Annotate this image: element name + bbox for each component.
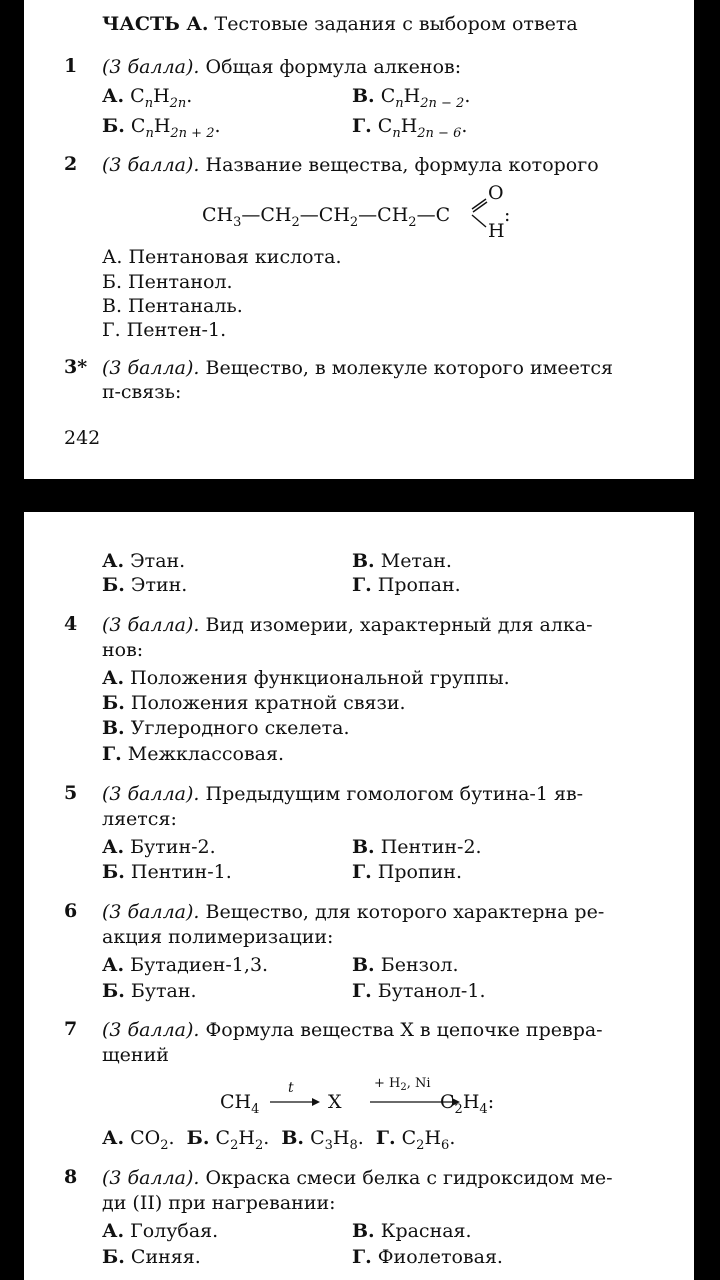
condition-t: t (288, 1080, 294, 1096)
dot: . (464, 85, 471, 107)
subscript: 2 (291, 215, 300, 230)
dot: . (461, 115, 468, 137)
dot: . (449, 1127, 456, 1149)
question-text-cont: щений (102, 1044, 169, 1066)
formula-c: C (130, 85, 145, 107)
subscript: 3 (233, 215, 242, 230)
option-letter: А. (102, 550, 125, 572)
question-text (102, 782, 583, 806)
option-text: CO (130, 1127, 161, 1149)
option-letter: Б. (102, 115, 125, 137)
question-body: Вид изомерии, характерный для алка- (205, 614, 593, 636)
formula-c: C (377, 115, 393, 137)
reaction-chain (220, 1090, 260, 1117)
option-text: H (332, 1127, 350, 1149)
question-body: Вещество, для которого характерна ре- (205, 901, 605, 923)
answer-option (102, 742, 284, 766)
answer-option (102, 84, 193, 111)
answer-option: В. Пентаналь. (102, 295, 243, 317)
option-text: Бензол. (380, 954, 459, 976)
formula-h: H (153, 115, 171, 137)
subscript: 2 (400, 1082, 407, 1093)
option-letter: В. (352, 1220, 375, 1242)
answer-option (102, 716, 350, 740)
answer-option (352, 953, 459, 977)
bond: — (358, 204, 378, 226)
question-text (102, 900, 604, 924)
points: (3 балла). (102, 56, 200, 78)
question-number: 8 (64, 1166, 78, 1188)
bond: — (416, 204, 436, 226)
option-text: Метан. (380, 550, 452, 572)
option-text: H (238, 1127, 255, 1149)
option-letter: А. (102, 1127, 125, 1149)
question-text (102, 55, 461, 79)
points: (3 балла). (102, 783, 200, 805)
option-letter: В. (102, 717, 125, 739)
answer-option (352, 573, 461, 597)
answer-option: Б. Пентанол. (102, 271, 233, 293)
option-letter: Г. (352, 574, 372, 596)
bond: — (299, 204, 319, 226)
ch: CH (202, 204, 234, 226)
bond: — (241, 204, 261, 226)
subscript: 8 (349, 1138, 358, 1153)
option-letter: Б. (102, 980, 125, 1002)
structural-formula (202, 203, 451, 230)
option-letter: Б. (102, 861, 125, 883)
question-number: 7 (64, 1018, 78, 1040)
option-letter: В. (352, 85, 375, 107)
subscript: 2 (454, 1102, 463, 1117)
page-242 (24, 0, 694, 479)
subscript: 2n (169, 96, 187, 111)
option-letter: Г. (352, 115, 372, 137)
option-text: Красная. (380, 1220, 472, 1242)
subscript: 2n − 2 (420, 96, 465, 111)
points: (3 балла). (102, 154, 200, 176)
option-letter: А. (102, 667, 125, 689)
dot: . (186, 85, 193, 107)
question-body: Общая формула алкенов: (205, 56, 462, 78)
dot: . (168, 1127, 175, 1149)
subscript: 3 (324, 1138, 333, 1153)
answer-option (102, 573, 187, 597)
page-number: 242 (64, 427, 101, 449)
option-letter: Б. (102, 1246, 125, 1268)
option-text: Межклассовая. (127, 743, 285, 765)
question-text-cont: акция полимеризации: (102, 926, 334, 948)
question-body: Окраска смеси белка с гидроксидом ме- (205, 1167, 613, 1189)
answer-option (102, 691, 406, 715)
subscript: 2n − 6 (417, 126, 462, 141)
subscript: n (144, 96, 154, 111)
question-text-cont: π-связь: (102, 381, 182, 403)
answer-option (102, 666, 510, 690)
option-text: Пентин-1. (130, 861, 232, 883)
section-title: Тестовые задания с выбором ответа (214, 13, 578, 35)
option-text: Голубая. (130, 1220, 219, 1242)
option-letter: А. (102, 1220, 125, 1242)
option-letter: Г. (352, 980, 372, 1002)
answer-option (352, 84, 471, 111)
question-body: Название вещества, формула которого (205, 154, 599, 176)
ch: CH (260, 204, 292, 226)
option-text: Бутадиен-1,3. (130, 954, 269, 976)
dot: . (357, 1127, 364, 1149)
points: (3 балла). (102, 1167, 200, 1189)
option-text: Пропин. (377, 861, 462, 883)
answer-option (102, 1245, 201, 1269)
question-text-cont: нов: (102, 639, 144, 661)
section-header (102, 12, 578, 36)
option-text: Бутанол-1. (377, 980, 486, 1002)
option-letter: Б. (102, 692, 125, 714)
question-number: 1 (64, 55, 78, 77)
subscript: n (145, 126, 154, 141)
option-letter: Г. (375, 1127, 396, 1149)
answer-option (102, 979, 197, 1003)
h: H (462, 1091, 480, 1113)
question-text-cont: ди (II) при нагревании: (102, 1192, 336, 1214)
answer-option (102, 835, 216, 859)
option-letter: А. (102, 836, 125, 858)
question-number: 4 (64, 613, 78, 635)
option-text: C (310, 1127, 325, 1149)
question-number: 6 (64, 900, 78, 922)
option-text: C (401, 1127, 417, 1149)
question-text (102, 153, 599, 177)
hydrogen: H (488, 220, 505, 242)
ch: CH (220, 1091, 252, 1113)
question-text (102, 613, 593, 637)
answer-option (352, 549, 452, 573)
c: C (440, 1091, 455, 1113)
answer-option (352, 114, 468, 141)
option-letter: В. (281, 1127, 305, 1149)
cond-ni: , Ni (406, 1076, 431, 1091)
question-number: 2 (64, 153, 78, 175)
subscript: 2 (408, 215, 417, 230)
colon: : (504, 204, 511, 226)
dot: . (263, 1127, 270, 1149)
dot: . (214, 115, 221, 137)
option-text: Положения кратной связи. (130, 692, 406, 714)
formula-c: C (130, 115, 146, 137)
option-text: C (215, 1127, 231, 1149)
page-243 (24, 512, 694, 1280)
answer-option (102, 953, 268, 977)
answer-option (352, 860, 462, 884)
part-label: ЧАСТЬ А. (102, 13, 209, 35)
question-text (102, 356, 613, 380)
option-text: Фиолетовая. (377, 1246, 503, 1268)
question-body: Формула вещества X в цепочке превра- (205, 1019, 603, 1041)
subscript: 2 (160, 1138, 169, 1153)
option-text: Этин. (130, 574, 188, 596)
option-letter: Б. (186, 1127, 210, 1149)
ch: CH (318, 204, 350, 226)
subscript: 6 (441, 1138, 450, 1153)
subscript: 2 (416, 1138, 425, 1153)
answer-option (102, 1219, 218, 1243)
subscript: n (395, 96, 404, 111)
question-body: Вещество, в молекуле которого имеется (205, 357, 614, 379)
answer-option (352, 1245, 503, 1269)
subscript: 4 (251, 1102, 260, 1117)
subscript: 4 (479, 1102, 488, 1117)
answer-option (352, 1219, 472, 1243)
question-number: 3* (64, 356, 88, 378)
option-text: Бутин-2. (130, 836, 216, 858)
answer-row (102, 1126, 456, 1153)
option-letter: В. (352, 954, 375, 976)
product-c2h4 (440, 1090, 495, 1117)
formula-h: H (400, 115, 418, 137)
formula-h: H (153, 85, 170, 107)
answer-option (102, 114, 221, 141)
option-letter: Б. (102, 574, 125, 596)
answer-option (102, 860, 232, 884)
question-text-cont: ляется: (102, 808, 177, 830)
points: (3 балла). (102, 357, 200, 379)
formula-h: H (403, 85, 421, 107)
subscript: n (392, 126, 401, 141)
points: (3 балла). (102, 614, 200, 636)
substance-x: X (328, 1091, 342, 1113)
ch: CH (377, 204, 409, 226)
subscript: 2 (230, 1138, 239, 1153)
subscript: 2 (254, 1138, 264, 1153)
option-letter: Г. (352, 1246, 372, 1268)
points: (3 балла). (102, 1019, 200, 1041)
option-letter: В. (352, 836, 375, 858)
question-body: Предыдущим гомологом бутина-1 яв- (205, 783, 584, 805)
question-text (102, 1166, 613, 1190)
question-text (102, 1018, 603, 1042)
carbon: C (435, 204, 451, 226)
option-text: Положения функциональной группы. (130, 667, 510, 689)
option-letter: Г. (352, 861, 372, 883)
answer-option: А. Пентановая кислота. (102, 246, 342, 268)
option-letter: В. (352, 550, 375, 572)
option-text: H (424, 1127, 442, 1149)
option-text: Углеродного скелета. (130, 717, 350, 739)
formula-c: C (380, 85, 396, 107)
oxygen: O (488, 182, 504, 204)
answer-option (352, 979, 485, 1003)
option-letter: Г. (102, 743, 122, 765)
answer-option: Г. Пентен-1. (102, 319, 227, 341)
option-text: Этан. (130, 550, 186, 572)
answer-option (352, 835, 482, 859)
subscript: 2n + 2 (170, 126, 215, 141)
subscript: 2 (349, 215, 359, 230)
option-text: Пентин-2. (380, 836, 482, 858)
option-text: Пропан. (377, 574, 461, 596)
option-letter: А. (102, 954, 125, 976)
colon: : (487, 1091, 495, 1113)
points: (3 балла). (102, 901, 200, 923)
option-text: Бутан. (130, 980, 197, 1002)
option-text: Синяя. (130, 1246, 201, 1268)
option-letter: А. (102, 85, 125, 107)
cond-h: + H (374, 1076, 401, 1091)
condition-h2-ni (374, 1076, 431, 1092)
answer-option (102, 549, 185, 573)
question-number: 5 (64, 782, 78, 804)
